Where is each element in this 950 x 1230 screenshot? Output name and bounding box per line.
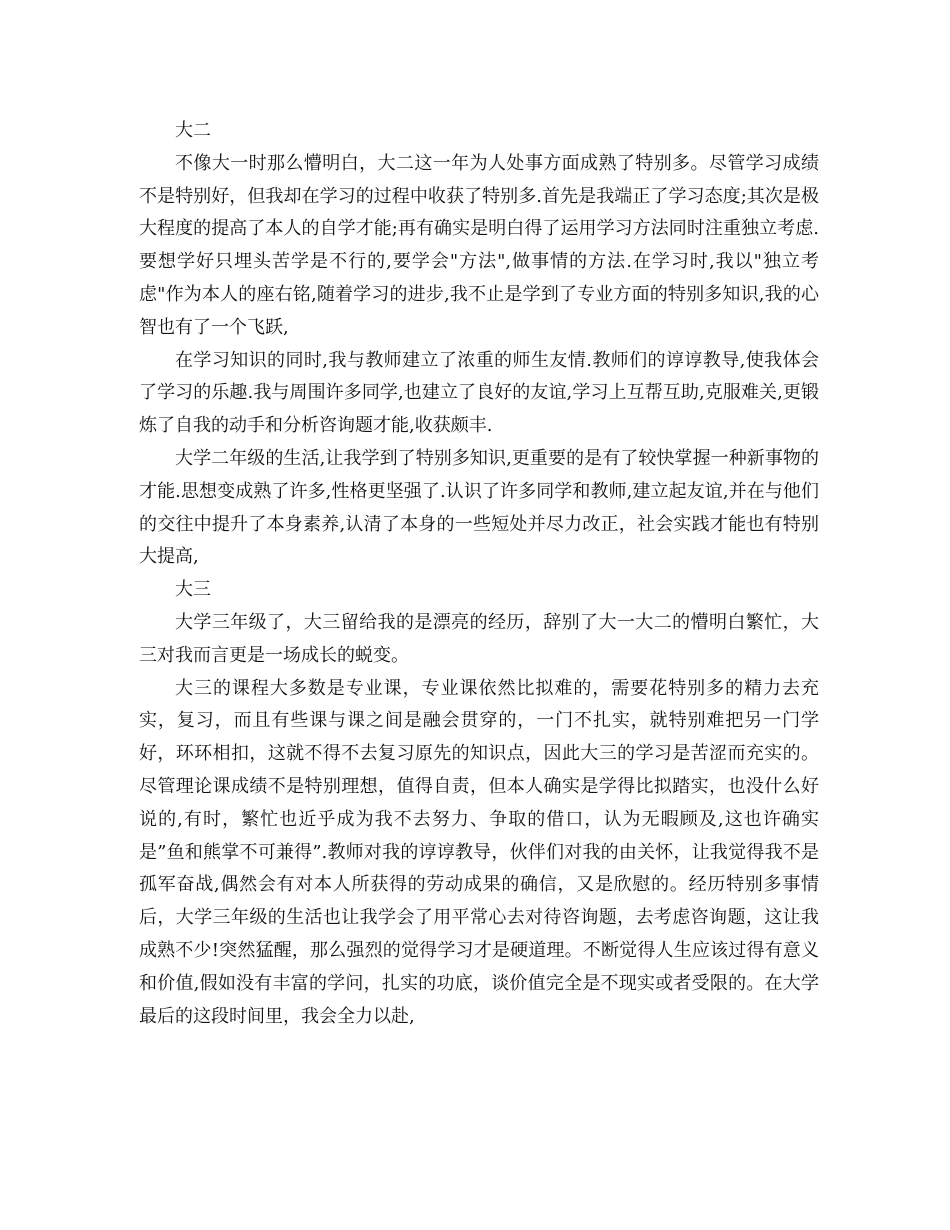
section-heading-junior: 大三 [175,579,211,601]
document-body [139,115,819,1033]
paragraph-junior-courses: 大三的课程大多数是专业课，专业课依然比拟难的，需要花特别多的精力去充实，复习，而且有些课与课之间是融会贯穿的，一门不扎实，就特别难把另一门学好，环环相扣，这就不得不去复习原先的知识点，因此大三的学习是苦涩而充实的。尽管理论课成绩不是特别理想，值得自责，但本人确实是学得比拟踏实，也没什么好说的,有时，繁忙也近乎成为我不去努力、争取的借口，认为无暇顾及,这也许确实是”鱼和熊掌不可兼得”.教师对我的谆谆教导，伙伴们对我的由关怀，让我觉得我不是孤军奋战,偶然会有对本人所获得的劳动成果的确信，又是欣慰的。经历特别多事情后，大学三年级的生活也让我学会了用平常心去对待咨询题，去考虑咨询题，这让我成熟不少!突然猛醒，那么强烈的觉得学习才是硬道理。不断觉得人生应该过得有意义和价值,假如没有丰富的学问，扎实的功底，谈价值完全是不现实或者受限的。在大学最后的这段时间里，我会全力以赴, [139,677,819,1027]
paragraph-teacher-friendship: 在学习知识的同时,我与教师建立了浓重的师生友情.教师们的谆谆教导,使我体会了学习的乐趣.我与周围许多同学,也建立了良好的友谊,学习上互帮互助,克服难关,更锻炼了自我的动手和分析咨询题才能,收获颇丰. [139,349,819,437]
paragraph-second-year-summary: 大学二年级的生活,让我学到了特别多知识,更重要的是有了较快掌握一种新事物的才能.思想变成熟了许多,性格更坚强了.认识了许多同学和教师,建立起友谊,并在与他们的交往中提升了本身素养,认清了本身的一些短处并尽力改正，社会实践才能也有特别大提高, [139,447,819,568]
section-heading-sophomore: 大二 [175,120,211,141]
paragraph-junior-intro: 大学三年级了，大三留给我的是漂亮的经历，辞别了大一大二的懵明白繁忙，大三对我而言更是一场成长的蜕变。 [139,611,819,666]
paragraph-sophomore-growth: 不像大一时那么懵明白，大二这一年为人处事方面成熟了特别多。尽管学习成绩不是特别好，但我却在学习的过程中收获了特别多.首先是我端正了学习态度;其次是极大程度的提高了本人的自学才能;再有确实是明白得了运用学习方法同时注重独立考虑.要想学好只埋头苦学是不行的,要学会"方法",做事情的方法.在学习时,我以"独立考虑"作为本人的座右铭,随着学习的进步,我不止是学到了专业方面的特别多知识,我的心智也有了一个飞跃, [139,152,819,338]
